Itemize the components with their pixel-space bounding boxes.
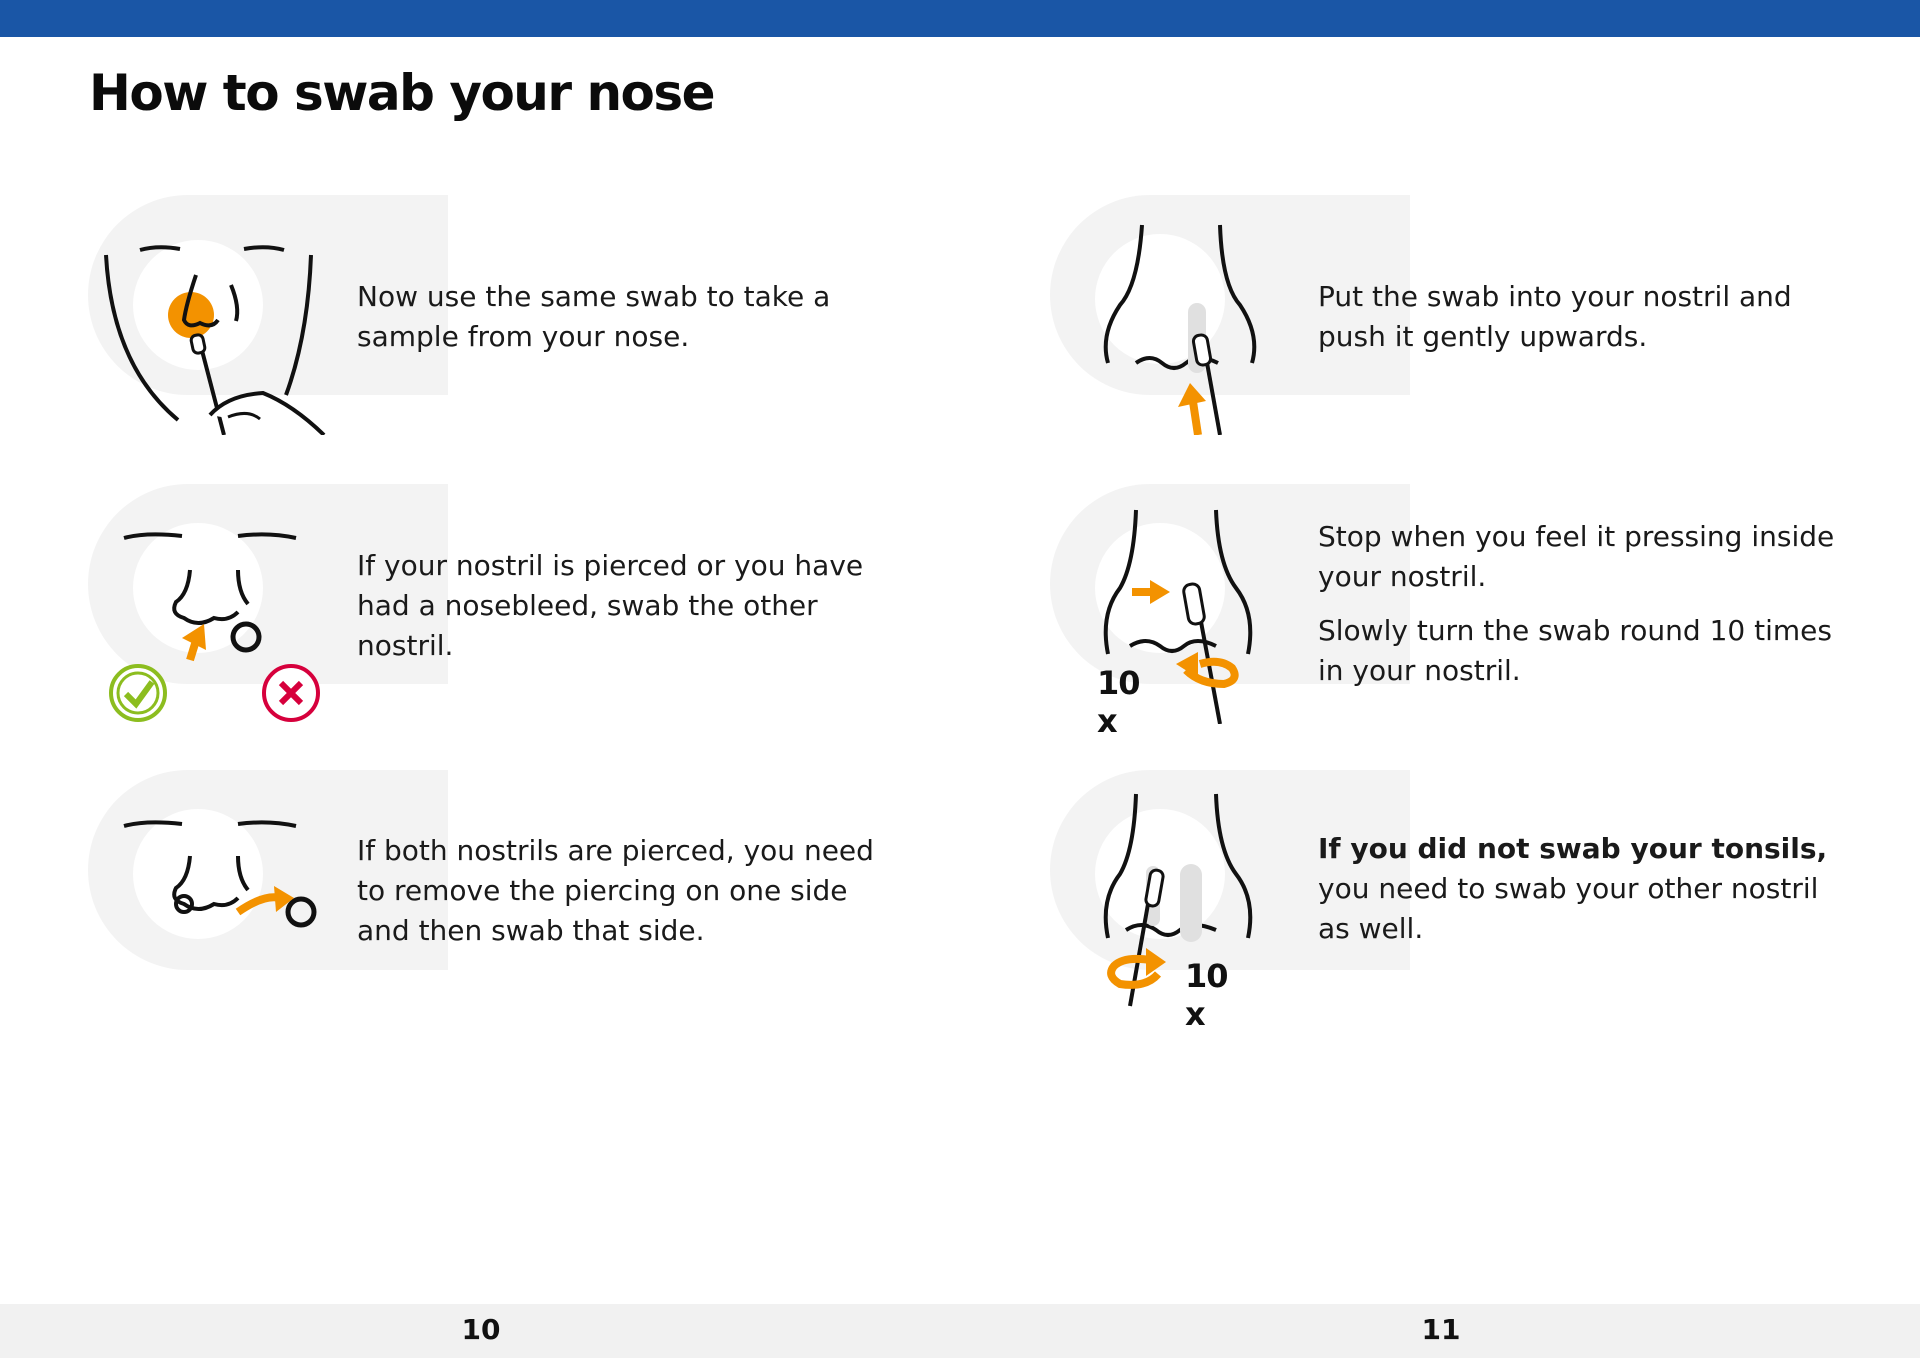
left-step-3-text — [357, 831, 877, 951]
instruction-text: If both nostrils are pierced, you need to remove the piercing on one side and then swab that side. — [357, 834, 874, 947]
page-number-left: 10 — [461, 1313, 501, 1346]
instruction-text: Put the swab into your nostril and push it gently upwards. — [1318, 280, 1792, 353]
left-step-2-text — [357, 546, 877, 666]
left-step-1-text — [357, 277, 877, 357]
right-step-1-text — [1318, 277, 1838, 357]
turn-count-badge: 10 x — [1097, 664, 1140, 740]
instruction-text: If your nostril is pierced or you have had a nosebleed, swab the other nostril. — [357, 549, 864, 662]
right-step-3-text — [1318, 829, 1838, 949]
right-step-2-text — [1318, 517, 1838, 691]
turn-count-badge: 10 x — [1185, 957, 1228, 1033]
instruction-rest-text: you need to swab your other nostril as well. — [1318, 872, 1819, 945]
footer-bar — [0, 1304, 1920, 1358]
page-title: How to swab your nose — [89, 64, 715, 122]
top-color-bar — [0, 0, 1920, 37]
instruction-text — [1318, 829, 1838, 949]
instruction-bold-text: If you did not swab your tonsils, — [1318, 832, 1828, 865]
page-number-right: 11 — [1421, 1313, 1461, 1346]
instruction-text: Stop when you feel it pressing inside your nostril. — [1318, 520, 1835, 593]
instruction-text-2: Slowly turn the swab round 10 times in your nostril. — [1318, 614, 1832, 687]
instruction-text: Now use the same swab to take a sample from your nose. — [357, 280, 831, 353]
